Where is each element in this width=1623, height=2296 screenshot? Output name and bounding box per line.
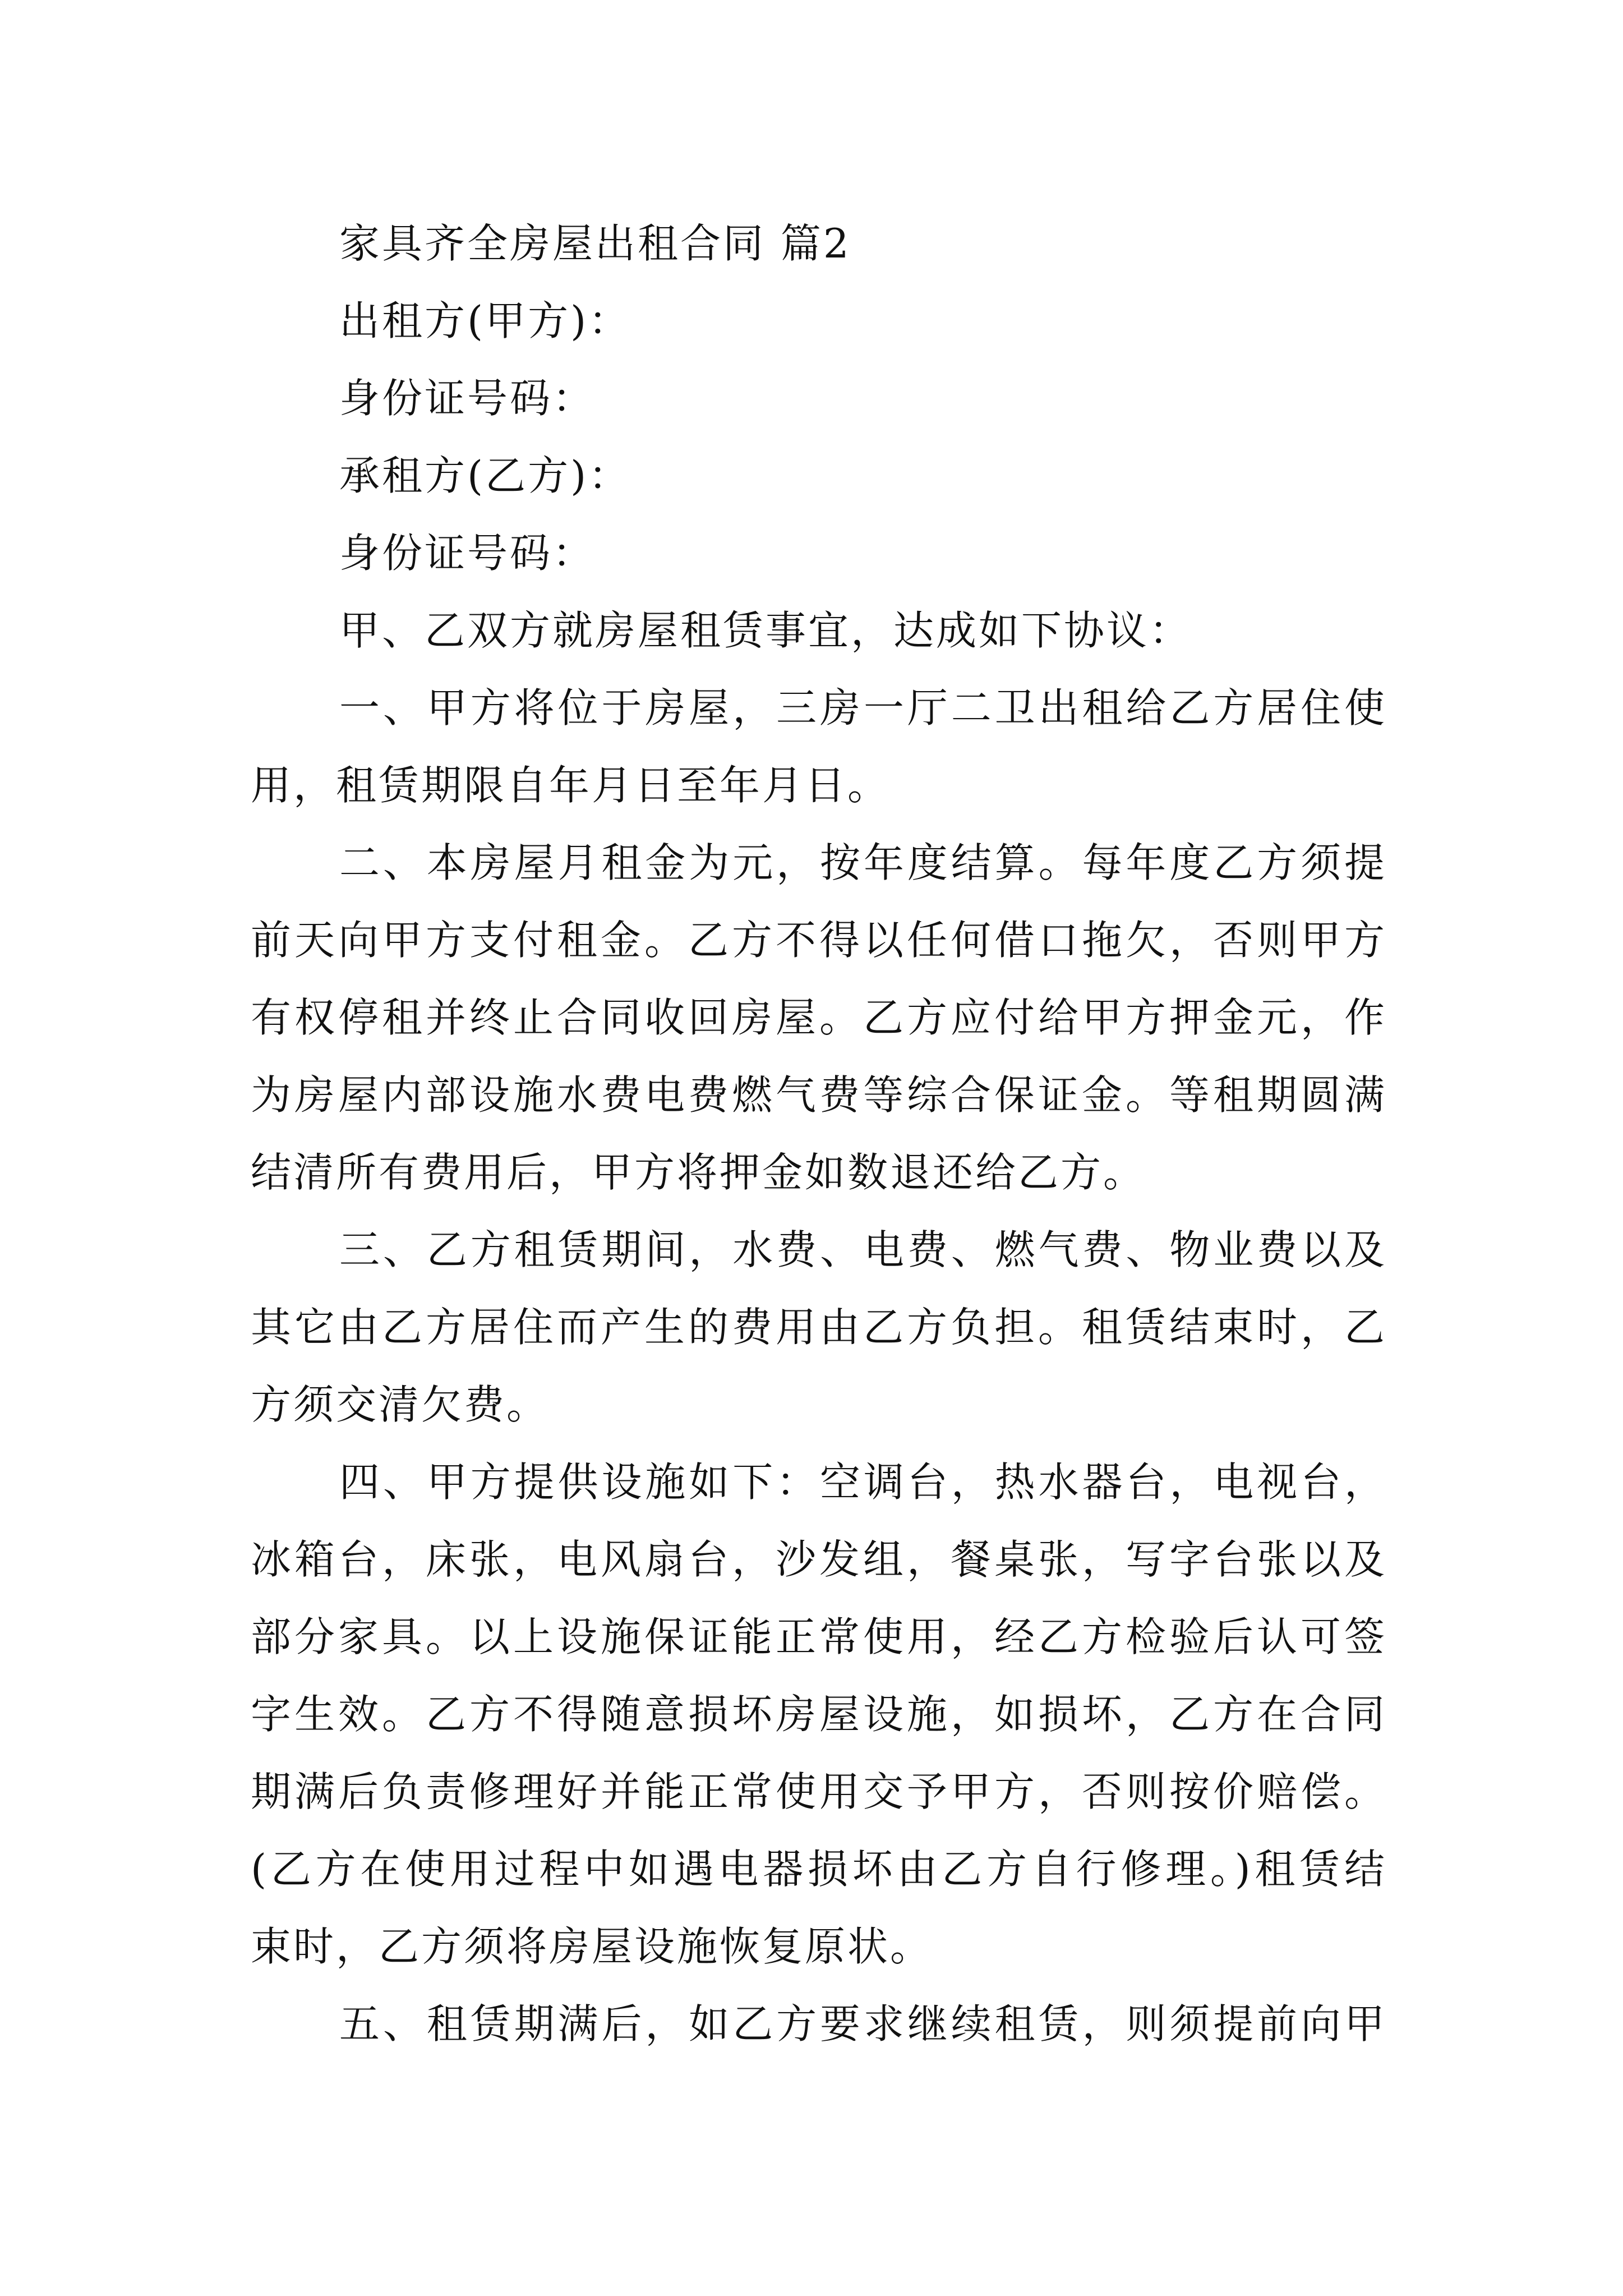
lessor-id-label: 身份证号码： bbox=[339, 375, 596, 422]
clause-2-line: 结清所有费用后，甲方将押金如数退还给乙方。 bbox=[251, 1149, 1146, 1196]
clause-4-line: 部分家具。以上设施保证能正常使用，经乙方检验后认可签 bbox=[251, 1613, 1387, 1660]
clause-2-line: 前天向甲方支付租金。乙方不得以任何借口拖欠，否则甲方 bbox=[251, 917, 1387, 964]
agreement-intro: 甲、乙双方就房屋租赁事宜，达成如下协议： bbox=[339, 607, 1192, 654]
clause-4-line: 束时，乙方须将房屋设施恢复原状。 bbox=[251, 1923, 933, 1970]
clause-2-line: 为房屋内部设施水费电费燃气费等综合保证金。等租期圆满 bbox=[251, 1071, 1387, 1119]
clause-5-line: 五、租赁期满后，如乙方要求继续租赁，则须提前向甲 bbox=[339, 2000, 1387, 2047]
lessor-label: 出租方(甲方)： bbox=[339, 297, 631, 344]
lessee-id-label: 身份证号码： bbox=[339, 530, 596, 577]
lessee-label: 承租方(乙方)： bbox=[339, 452, 631, 499]
contract-body bbox=[251, 205, 1387, 2063]
clause-4-line: 字生效。乙方不得随意损坏房屋设施，如损坏，乙方在合同 bbox=[251, 1691, 1387, 1738]
clause-4-line: 四、甲方提供设施如下：空调台，热水器台，电视台， bbox=[339, 1458, 1387, 1506]
clause-4-line: 期满后负责修理好并能正常使用交予甲方，否则按价赔偿。 bbox=[251, 1768, 1387, 1815]
clause-4-line: (乙方在使用过程中如遇电器损坏由乙方自行修理。)租赁结 bbox=[251, 1846, 1387, 1893]
clause-1-line: 用，租赁期限自年月日至年月日。 bbox=[251, 762, 891, 809]
clause-1-line: 一、甲方将位于房屋，三房一厅二卫出租给乙方居住使 bbox=[339, 684, 1387, 731]
clause-2-line: 二、本房屋月租金为元，按年度结算。每年度乙方须提 bbox=[339, 839, 1387, 886]
contract-title: 家具齐全房屋出租合同 篇2 bbox=[339, 220, 851, 267]
clause-2-line: 有权停租并终止合同收回房屋。乙方应付给甲方押金元，作 bbox=[251, 994, 1387, 1041]
clause-4-line: 冰箱台，床张，电风扇台，沙发组，餐桌张，写字台张以及 bbox=[251, 1536, 1387, 1583]
clause-3-line: 三、乙方租赁期间，水费、电费、燃气费、物业费以及 bbox=[339, 1226, 1387, 1273]
clause-3-line: 其它由乙方居住而产生的费用由乙方负担。租赁结束时，乙 bbox=[251, 1304, 1387, 1351]
clause-3-line: 方须交清欠费。 bbox=[251, 1381, 550, 1428]
